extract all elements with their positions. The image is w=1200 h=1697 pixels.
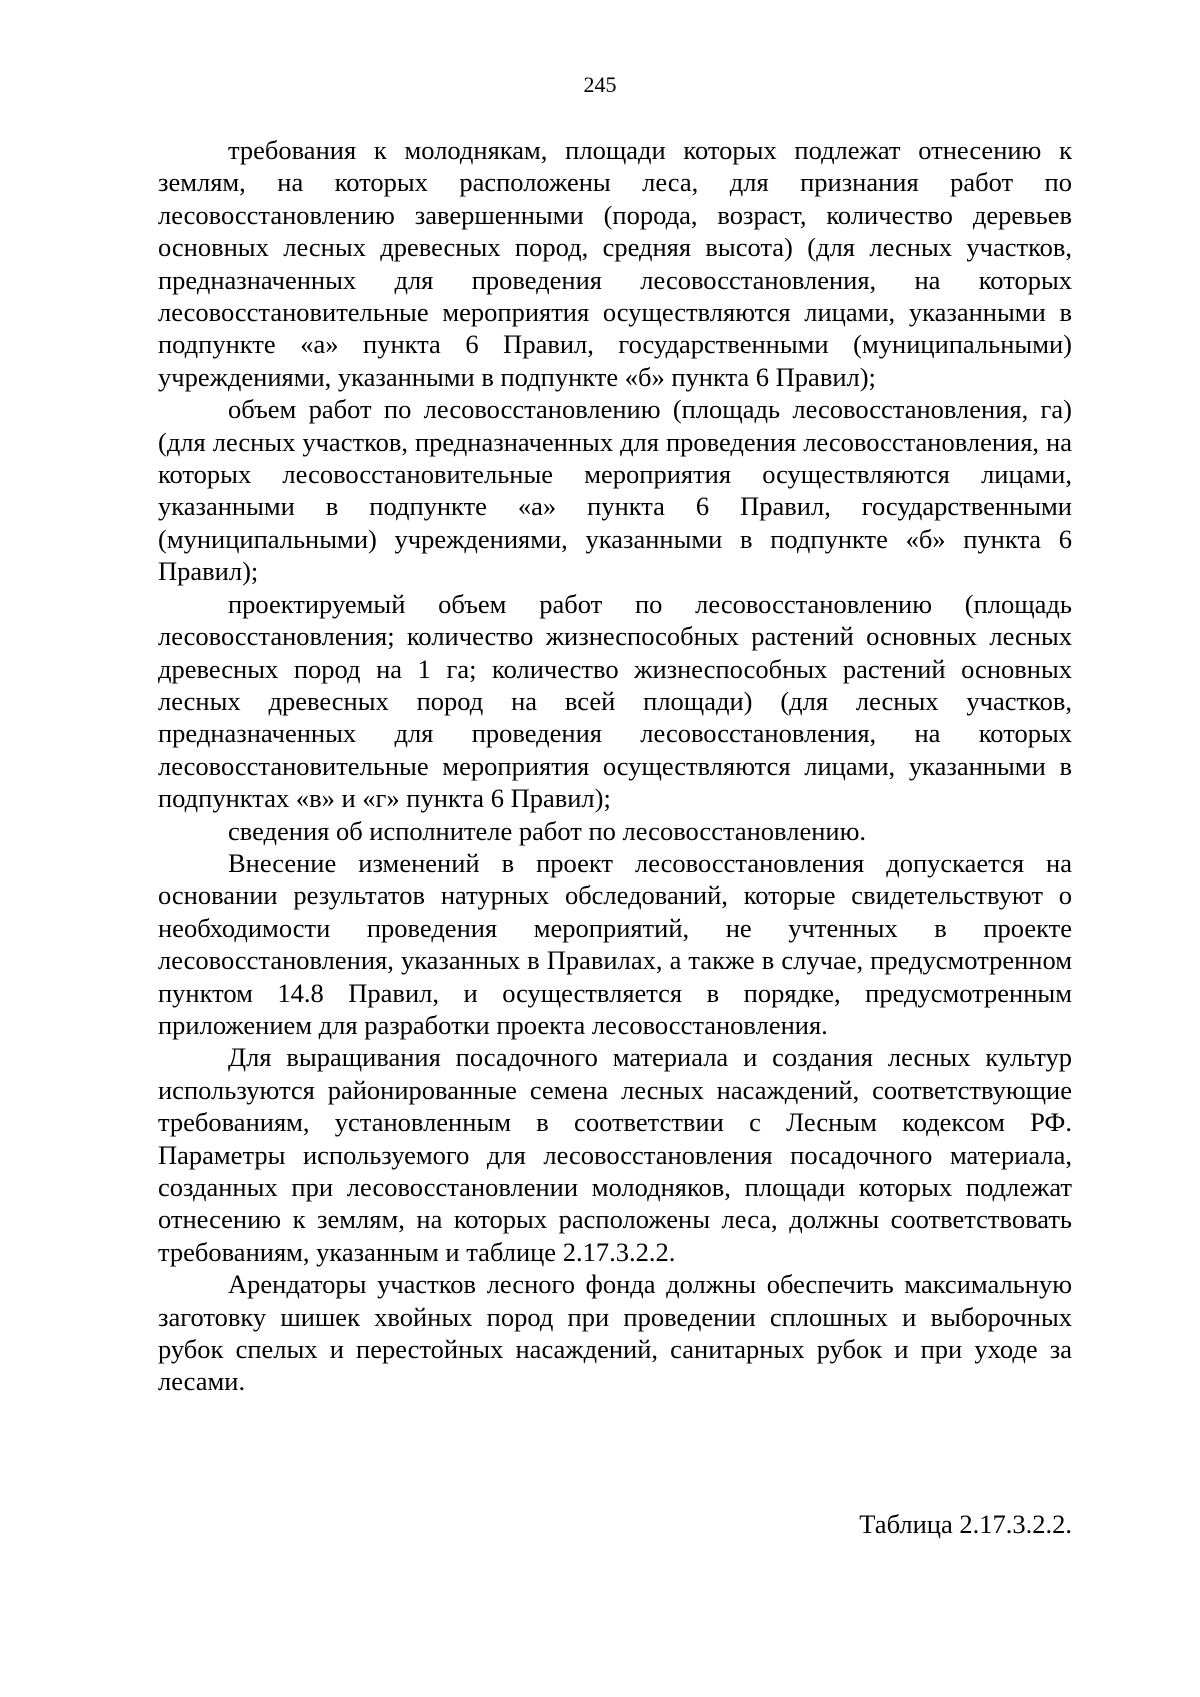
paragraph-contractor-info: сведения об исполнителе работ по лесовосстановлению. [228, 815, 866, 846]
page-number: 245 [583, 72, 617, 97]
table-caption: Таблица 2.17.3.2.2. [859, 1509, 1072, 1539]
paragraph-projected-work-volume: проектируемый объем работ по лесовосстановлению (площадь лесовосстановления; количество жизнеспособных растений основных лесных древесных пород на 1 га; количество жизнеспособных растений основных лесных древесных пород на всей площади) (для лесных участков, предназначенных для проведения лесовосстановления, на которых лесовосстановительные мероприятия осуществляются лицами, указанными в подпунктах «в» и «г» пункта 6 Правил); [158, 588, 1072, 814]
body-text [158, 134, 1072, 1398]
paragraph-project-changes: Внесение изменений в проект лесовосстановления допускается на основании результатов натурных обследований, которые свидетельствуют о необходимости проведения мероприятий, не учтенных в проекте лесовосстановления, указанных в Правилах, а также в случае, предусмотренном пунктом 14.8 Правил, и осуществляется в порядке, предусмотренным приложением для разработки проекта лесовосстановления. [158, 847, 1072, 1040]
paragraph-young-stand-requirements: требования к молоднякам, площади которых подлежат отнесению к землям, на которых расположены леса, для признания работ по лесовосстановлению завершенными (порода, возраст, количество деревьев основных лесных древесных пород, средняя высота) (для лесных участков, предназначенных для проведения лесовосстановления, на которых лесовосстановительные мероприятия осуществляются лицами, указанными в подпункте «а» пункта 6 Правил, государственными (муниципальными) учреждениями, указанными в подпункте «б» пункта 6 Правил); [158, 135, 1072, 392]
paragraph-cone-harvesting: Арендаторы участков лесного фонда должны обеспечить максимальную заготовку шишек хвойных пород при проведении сплошных и выборочных рубок спелых и перестойных насаждений, санитарных рубок и при уходе за лесами. [158, 1269, 1072, 1397]
paragraph-planting-material: Для выращивания посадочного материала и создания лесных культур используются районированные семена лесных насаждений, соответствующие требованиям, установленным в соответствии с Лесным кодексом РФ. Параметры используемого для лесовосстановления посадочного материала, созданных при лесовосстановлении молодняков, площади которых подлежат отнесению к землям, на которых расположены леса, должны соответствовать требованиям, указанным и таблице 2.17.3.2.2. [158, 1042, 1072, 1267]
paragraph-work-volume: объем работ по лесовосстановлению (площадь лесовосстановления, га) (для лесных участков, предназначенных для проведения лесовосстановления, на которых лесовосстановительные мероприятия осуществляются лицами, указанными в подпункте «а» пункта 6 Правил, государственными (муниципальными) учреждениями, указанными в подпункте «б» пункта 6 Правил); [158, 394, 1072, 587]
